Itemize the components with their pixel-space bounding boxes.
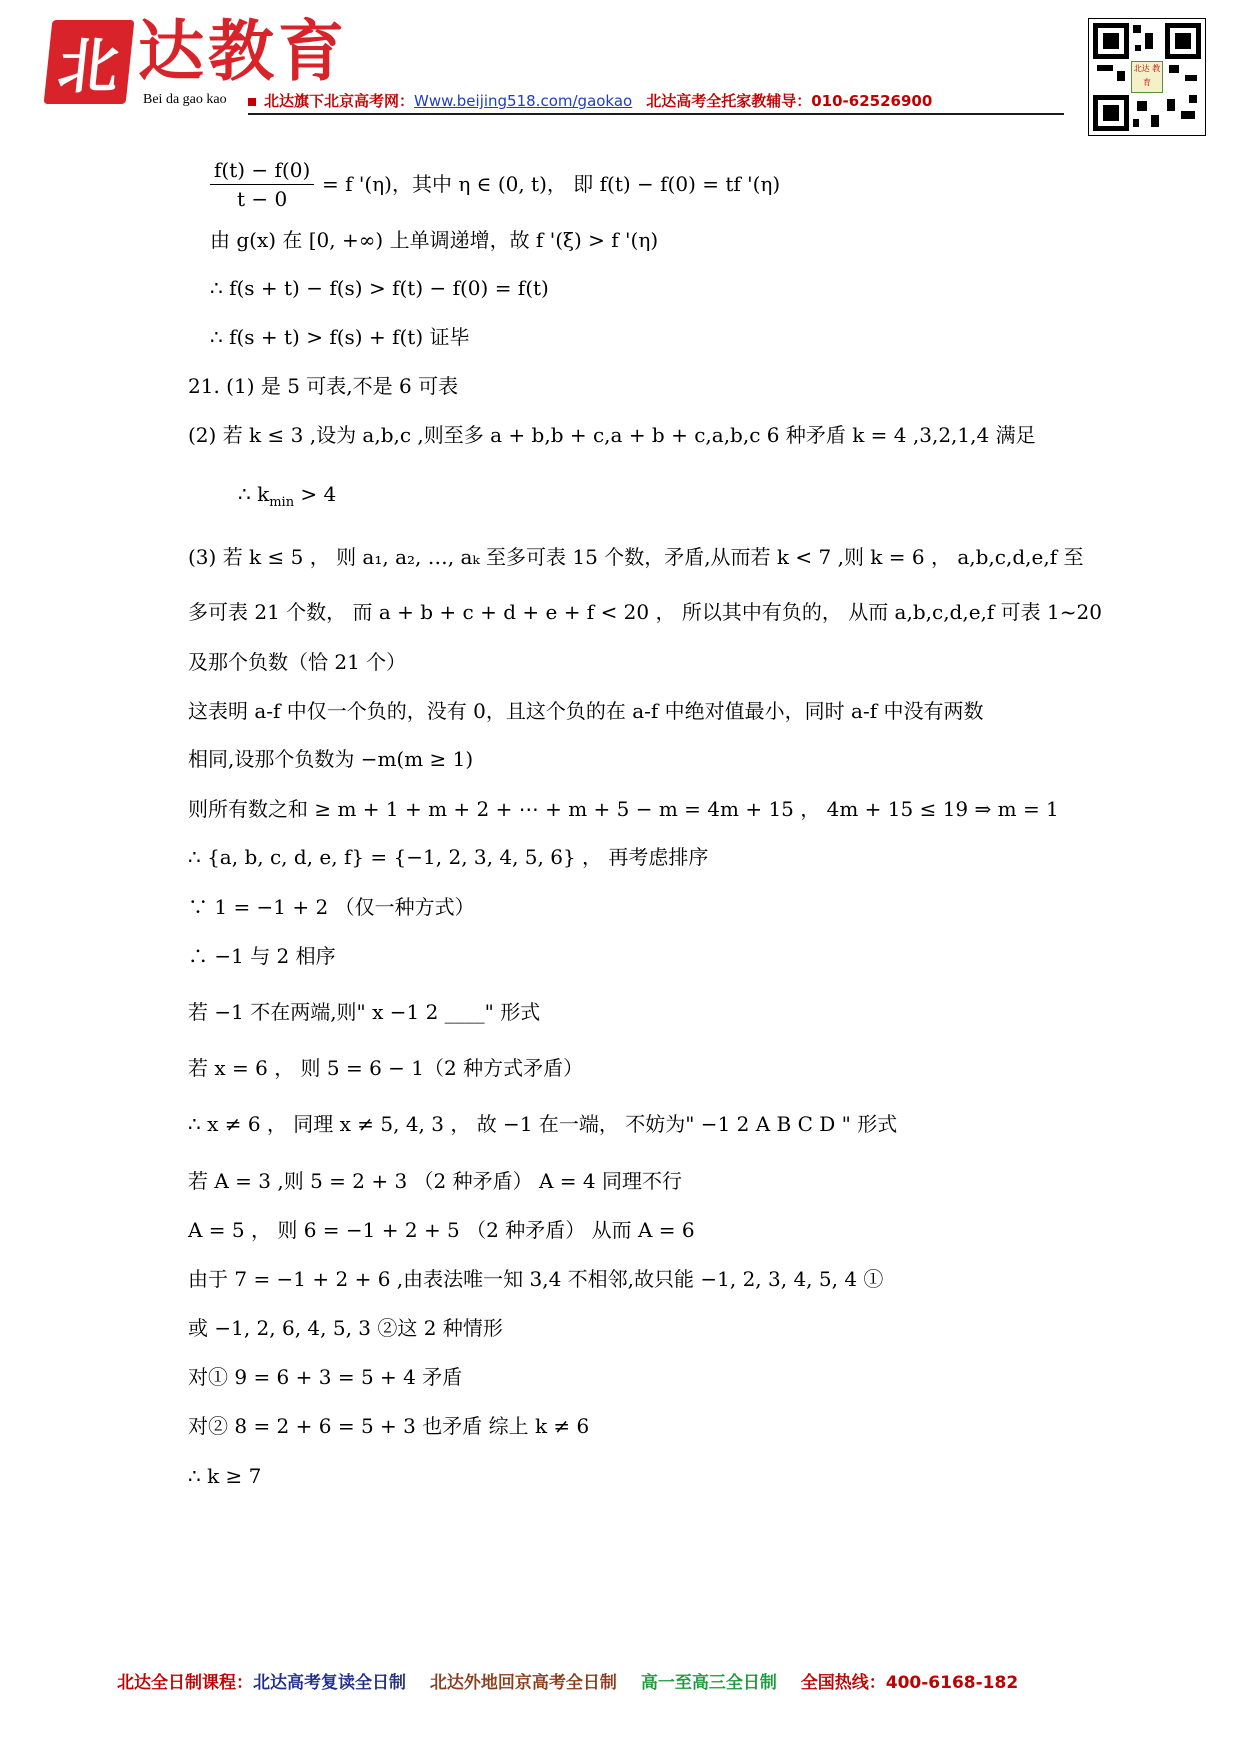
site-label: 北达旗下北京高考网：	[264, 92, 415, 110]
footer-bar	[117, 1668, 1127, 1693]
solution-line: (3) 若 k ≤ 5 ， 则 a₁, a₂, …, aₖ 至多可表 15 个数，矛盾,从而若 k < 7 ,则 k = 6 ， a,b,c,d,e,f 至	[188, 545, 1084, 569]
solution-line: 由于 7 = −1 + 2 + 6 ,由表法唯一知 3,4 不相邻,故只能 −1, 2, 3, 4, 5, 4 ①	[188, 1267, 884, 1291]
solution-line: 多可表 21 个数， 而 a + b + c + d + e + f < 20 ， 所以其中有负的， 从而 a,b,c,d,e,f 可表 1~20	[188, 600, 1102, 624]
solution-line: = f '(η)，其中 η ∈ (0, t)， 即 f(t) − f(0) = tf '(η)	[322, 172, 781, 196]
footer-course-3: 高一至高三全日制	[640, 1673, 777, 1693]
k-symbol: ∴ k	[238, 482, 270, 506]
footer-course-label: 北达全日制课程：	[117, 1673, 253, 1693]
solution-line: 21. (1) 是 5 可表,不是 6 可表	[188, 374, 459, 398]
brand-subtitle: Bei da gao kao	[143, 92, 227, 107]
solution-line: A = 5 ， 则 6 = −1 + 2 + 5 （2 种矛盾） 从而 A = 6	[188, 1218, 695, 1242]
fraction	[210, 156, 314, 213]
footer-course-1: 北达高考复读全日制	[253, 1673, 406, 1693]
solution-line: ∴ f(s + t) > f(s) + f(t) 证毕	[210, 325, 470, 349]
fraction-denominator: t − 0	[237, 187, 288, 211]
solution-line: 若 x = 6 ， 则 5 = 6 − 1（2 种方式矛盾）	[188, 1056, 584, 1080]
tutor-hotline: 北达高考全托家教辅导：010-62526900	[646, 92, 933, 110]
solution-line: 这表明 a-f 中仅一个负的，没有 0，且这个负的在 a-f 中绝对值最小，同时 a-f 中没有两数	[188, 699, 984, 723]
fraction-numerator: f(t) − f(0)	[210, 156, 314, 185]
solution-line: 及那个负数（恰 21 个）	[188, 650, 407, 674]
subscript-min: min	[269, 495, 295, 510]
solution-line: (2) 若 k ≤ 3 ,设为 a,b,c ,则至多 a + b,b + c,a + b + c,a,b,c 6 种矛盾 k = 4 ,3,2,1,4 满足	[188, 423, 1036, 447]
solution-line: ∵ 1 = −1 + 2 （仅一种方式）	[188, 895, 475, 919]
solution-line: 对② 8 = 2 + 6 = 5 + 3 也矛盾 综上 k ≠ 6	[188, 1414, 590, 1438]
solution-line: ∴ {a, b, c, d, e, f} = {−1, 2, 3, 4, 5, 6} ， 再考虑排序	[188, 845, 709, 869]
site-link[interactable]: Www.beijing518.com/gaokao	[414, 92, 633, 110]
qr-center-logo: 北达 教育	[1131, 61, 1163, 93]
solution-line	[238, 480, 336, 517]
footer-course-2: 北达外地回京高考全日制	[429, 1673, 617, 1693]
footer-hotline: 全国热线：400-6168-182	[800, 1673, 1019, 1693]
solution-line: 相同,设那个负数为 −m(m ≥ 1)	[188, 747, 474, 771]
brand-name: 达教育	[138, 12, 348, 90]
solution-line: 对① 9 = 6 + 3 = 5 + 4 矛盾	[188, 1365, 463, 1389]
solution-line: 或 −1, 2, 6, 4, 5, 3 ②这 2 种情形	[188, 1316, 503, 1340]
solution-line: 若 −1 不在两端,则" x −1 2 ____" 形式	[188, 1000, 541, 1024]
k-bound: > 4	[294, 482, 337, 506]
solution-line: ∴ x ≠ 6 ， 同理 x ≠ 5, 4, 3 ， 故 −1 在一端， 不妨为" −1 2 A B C D " 形式	[188, 1112, 898, 1136]
solution-line: 若 A = 3 ,则 5 = 2 + 3 （2 种矛盾） A = 4 同理不行	[188, 1169, 682, 1193]
logo-mark: 北	[44, 20, 135, 104]
solution-line: 则所有数之和 ≥ m + 1 + m + 2 + ⋯ + m + 5 − m = 4m + 15 ， 4m + 15 ≤ 19 ⇒ m = 1	[188, 797, 1059, 821]
solution-line: ∴ f(s + t) − f(s) > f(t) − f(0) = f(t)	[210, 276, 549, 300]
solution-line: ∴ k ≥ 7	[188, 1464, 262, 1488]
solution-line: ∴ −1 与 2 相序	[188, 944, 336, 968]
solution-line: 由 g(x) 在 [0, +∞) 上单调递增，故 f '(ξ) > f '(η)	[210, 228, 659, 252]
